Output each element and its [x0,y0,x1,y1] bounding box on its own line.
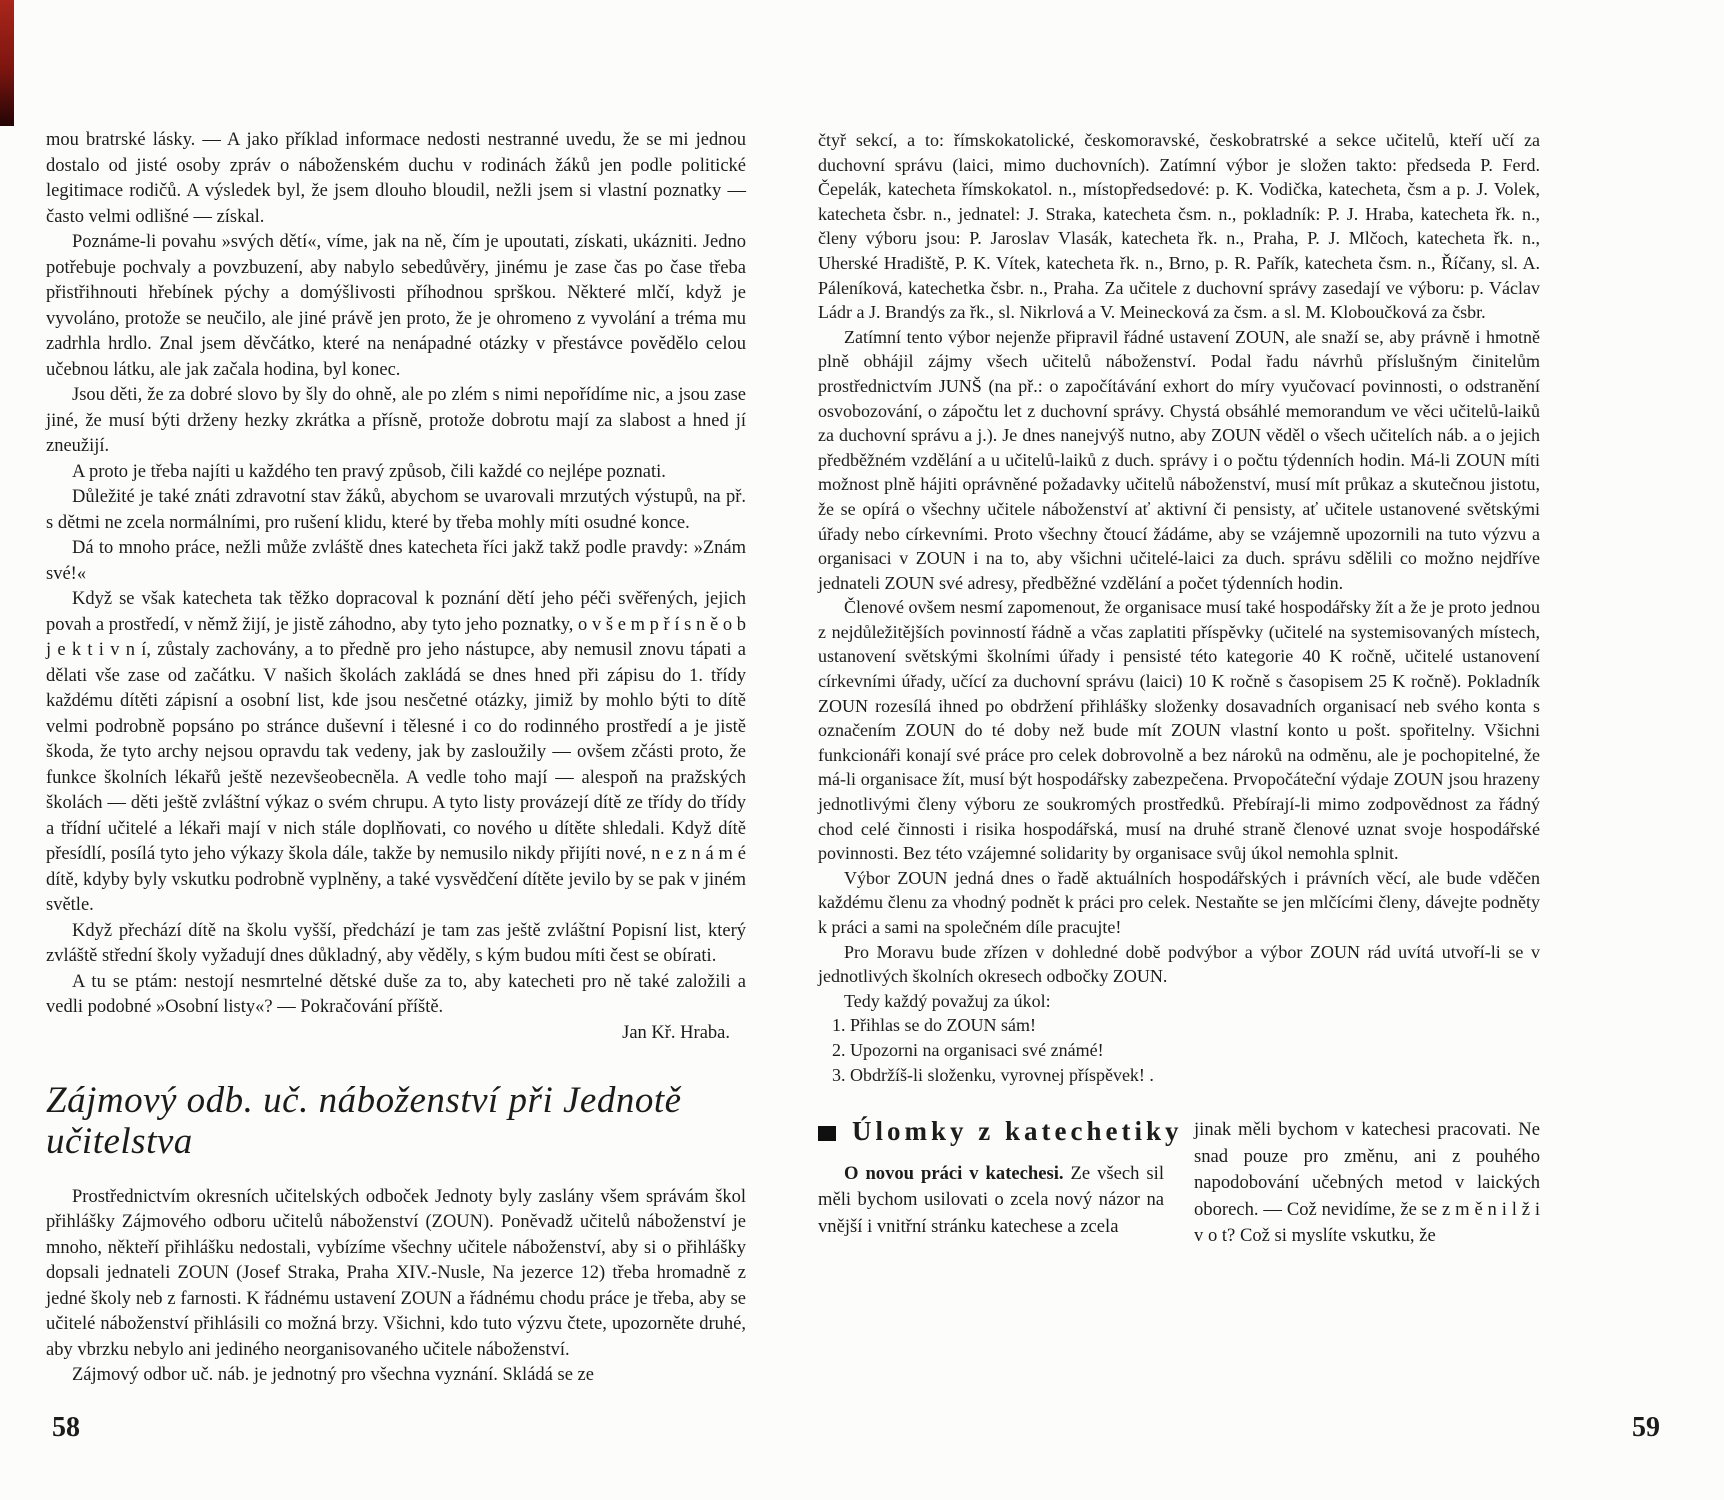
paragraph: Prostřednictvím okresních učitelských odboček Jednoty byly zaslány všem správám škol přihlášky Zájmového odboru učitelů náboženství (ZOUN). Poněvadž učitelů náboženství je mnoho, někteří přihlášku nedostali, vybízíme všechny učitele náboženství, aby si o přihlášky dopsali jednateli ZOUN (Josef Straka, Praha XIV.-Nusle, Na jezerce 12) třeba hromadně z jedné školy neb z farnosti. K řádnému ustavení ZOUN a řádnému chodu práce je třeba, aby se učitelé náboženství přihlásili co možná brzy. Všichni, kdo tuto výzvu čtete, upozorněte druhé, aby vbrzku nebylo ani jediného neorganisovaného učitele náboženství. [46,1186,746,1360]
ulomky-right-subcolumn [1194,1117,1540,1250]
paragraph-lead: O novou práci v katechesi. [844,1162,1064,1184]
paragraph: Zájmový odbor uč. náb. je jednotný pro všechna vyznání. Skládá se ze [72,1365,594,1386]
paragraph: čtyř sekcí, a to: římskokatolické, českomoravské, českobratrské a sekce učitelů, kteří učí za duchovní správu (laici, mimo duchovních). Zatímní výbor je složen takto: předseda P. Ferd. Čepelák, katecheta římskokatol. n., místopředsedové: p. K. Vodička, katecheta, čsm a p. J. Volek, katecheta čsbr. n., jednatel: J. Straka, katecheta čsm. n., pokladník: P. J. Hraba, katecheta řk. n., členy výboru jsou: P. Jaroslav Vlasák, katecheta řk. n., Praha, P. J. Mlčoch, katecheta řk. n., Uherské Hradiště, P. K. Vítek, katecheta řk. n., Brno, p. R. Pařík, katecheta čsm. n., Říčany, sl. A. Páleníková, katechetka čsbr. n., Praha. Za učitele z duchovní správy zasedají ve výboru: p. Václav Ládr a J. Brandýs za řk., sl. Nikrlová a V. Meinecková za čsm. a sl. M. Kloboučková za čsbr. [818,130,1540,323]
task-item: 1. Přihlas se do ZOUN sám! [832,1015,1036,1036]
paragraph: Členové ovšem nesmí zapomenout, že organisace musí také hospodářsky žít a že je proto jednou z nejdůležitějších povinností řádně a včas zaplatiti příspěvky (učitelé na systemisovaných místech, ustanovení světskými školními úřady i pensisté této kategorie 40 K ročně, učitelé ustanovení církevními úřady, učící za duchovní správu (laici) 10 K ročně s časopisem 25 K ročně). Pokladník ZOUN rozesílá ihned po obdržení přihlášky složenky dosavadních organisací neb svého konta s označením ZOUN do té doby než bude mít ZOUN vlastní konto u pošt. spořitelny. Všichni funkcionáři konají své práce pro celek dobrovolně a bez nároků na odměnu, ale je pochopitelné, že má-li organisace žít, musí být hospodářsky zabezpečena. Prvopočáteční výdaje ZOUN jsou hrazeny jednotlivými členy výboru ze soukromých prostředků. Přebírají-li mimo zodpovědnost za řádný chod celé činnosti i risika hospodářská, musí na druhé straně členové uznat svoje hospodářské povinnosti. Bez této vzájemné solidarity by organisace svůj úkol nemohla splnit. [818,597,1540,864]
section-title: Úlomky z katechetiky [852,1116,1183,1147]
page-right-column [818,128,1540,1250]
page-number-left: 58 [52,1412,80,1443]
paragraph-rest: Ze všech sil měli bychom usilovati o zcela nový názor na vnější i vnitřní stránku katechese a zcela [818,1162,1164,1237]
paragraph: jinak měli bychom v katechesi pracovati. Ne snad pouze pro změnu, ani z pouhého napodobování učebných metod v laických oborech. — Což nevidíme, že se z m ě n i l ž i v o t? Což si myslíte vskutku, že [1194,1119,1540,1247]
task-item: 3. Obdržíš-li složenku, vyrovnej příspěvek! . [832,1064,1154,1085]
paragraph: Pro Moravu bude zřízen v dohledné době podvýbor a výbor ZOUN rád uvítá utvoří-li se v jednotlivých školních okresech odbočky ZOUN. [818,941,1540,987]
paragraph: A tu se ptám: nestojí nesmrtelné dětské duše za to, aby katecheti pro ně také založili a vedli podobné »Osobní listy«? — Pokračování příště. [46,971,746,1017]
tasks-intro: Tedy každý považuj za úkol: [844,990,1051,1011]
task-item: 2. Upozorni na organisaci své známé! [832,1039,1104,1060]
paragraph: Výbor ZOUN jedná dnes o řadě aktuálních hospodářských i právních věcí, ale bude vděčen každému členu za vhodný podnět k práci pro celek. Nestaňte se jen mlčícími členy, dávejte podněty k práci a sami na společném díle pracujte! [818,867,1540,937]
ulomky-left-subcolumn [818,1116,1183,1250]
paragraph: Dá to mnoho práce, nežli může zvláště dnes katecheta říci jakž takž podle pravdy: »Znám své!« [46,538,746,584]
article-heading: Zájmový odb. uč. náboženství při Jednotě učitelstva [46,1080,682,1163]
square-bullet-icon [818,1126,836,1141]
paragraph: Důležité je také znáti zdravotní stav žáků, abychom se uvarovali mrzutých výstupů, na př. s dětmi ne zcela normálními, pro rušení klidu, které by třeba mohly míti osudné konce. [46,487,746,533]
paragraph: Když přechází dítě na školu vyšší, předchází je tam zas ještě zvláštní Popisní list, který zvláště střední školy vyžadují dnes důkladný, aby věděly, s kým budou míti čest se obírati. [46,920,746,966]
paragraph: Poznáme-li povahu »svých dětí«, víme, jak na ně, čím je upoutati, získati, ukázniti. Jedno potřebuje pochvaly a povzbuzení, aby nabylo sebedůvěry, jinému je zase čas po čase třeba přistřihnouti hřebínek pýchy a domýšlivosti příhodnou sprškou. Některé mlčí, když je vyvoláno, protože se neučilo, ale jiné právě jen proto, že je ohromeno z vyvolání a tréma mu zadrhla hrdlo. Znal jsem děvčátko, které na nenápadné otázky v přestávce povědělo celou učebnou látku, ale jak začala hodina, byl konec. [46,232,746,380]
paragraph: A proto je třeba najíti u každého ten pravý způsob, čili každé co nejlépe poznati. [72,461,666,482]
section-heading [818,1116,1183,1147]
paragraph: Zatímní tento výbor nejenže připravil řádné ustavení ZOUN, ale snaží se, aby právně i hmotně plně obhájil zájmy všech učitelů náboženství. Podal řadu návrhů příslušným činitelům prostřednictvím JUNŠ (na př.: o započítávání exhort do míry vyučovací povinnosti, o odstranění osvobozování, o zápočtu let z duchovní správy. Chystá obsáhlé memorandum ve věci učitelů-laiků za duchovní správu a j.). Je dnes nanejvýš nutno, aby ZOUN věděl o všech učitelích náb. a o jejich předběžném vzdělání a u učitelů-laiků z duch. správy i o počtu týdenních hodin. Má-li ZOUN míti možnost plně hájiti oprávněné požadavky učitelů náboženství, musí mít průkaz a skutečnou jistotu, že se opírá o všechny učitele náboženství ať aktivní či pensisty, ať učitele ustanovené světskými úřady nebo církevními. Proto všechny čtoucí žádáme, aby se vzájemně upozornili na tuto výzvu a organisaci v ZOUN i na to, aby všichni učitelé-laici za duch. správu sdělili co možno nejdříve jednateli ZOUN své adresy, předběžné vzdělání a počet týdenních hodin. [818,326,1540,593]
author-signature: Jan Kř. Hraba. [622,1022,730,1043]
paragraph: Jsou děti, že za dobré slovo by šly do ohně, ale po zlém s nimi nepořídíme nic, a jsou zase jiné, že musí býti drženy hezky zkrátka a přísně, protože dobrotu mají za slabost a hned jí zneužijí. [46,385,746,456]
scan-edge-artifact [0,0,14,126]
paragraph: Když se však katecheta tak těžko dopracoval k poznání dětí jeho péči svěřených, jejich povah a prostředí, v němž žijí, je jistě záhodno, aby tyto jeho poznatky, o v š e m p ř í s n ě o b j e k t i v n í, zůstaly zachovány, a to předně pro jeho nástupce, aby nemusil znovu tápati a dělati vše zase od začátku. V našich školách zakládá se dnes hned při zápisu do 1. třídy každému dítěti zápisní a osobní list, kde jsou nesčetné otázky, jimiž by mohlo býti to dítě velmi podrobně popsáno po stránce duševní i tělesné i co do rodinného prostředí a je jistě škoda, že tyto archy nejsou opravdu tak vedeny, jak by zasloužily — ovšem zčásti proto, že funkce školních lékařů ještě nezevšeobecněla. A vedle toho mají — alespoň na pražských školách — děti ještě zvláštní výkaz o svém chrupu. A tyto listy provázejí dítě ze třídy do třídy a třídní učitelé a lékaři mají v nich stále doplňovati, co nového u dítěte shledali. Když dítě přesídlí, posílá tyto jeho výkazy škola dále, takže by nemusilo nikdy přijíti nové, n e z n á m é dítě, kdyby byly vskutku podrobně vyplněny, a také vysvědčení dítěte jevilo by se pak v jiném světle. [46,589,746,915]
ulomky-section [818,1117,1540,1250]
page-number-right: 59 [1632,1412,1660,1443]
paragraph [818,1161,1164,1241]
page-left-column [46,128,746,1389]
paragraph: mou bratrské lásky. — A jako příklad informace nedosti nestranné uvedu, že se mi jednou dostalo od jisté osoby zpráv o náboženském duchu v rodinách žáků jen podle politické legitimace rodičů. A výsledek byl, že jsem dlouho bloudil, nežli jsem si vlastní poznatky — často velmi odlišné — získal. [46,130,746,227]
